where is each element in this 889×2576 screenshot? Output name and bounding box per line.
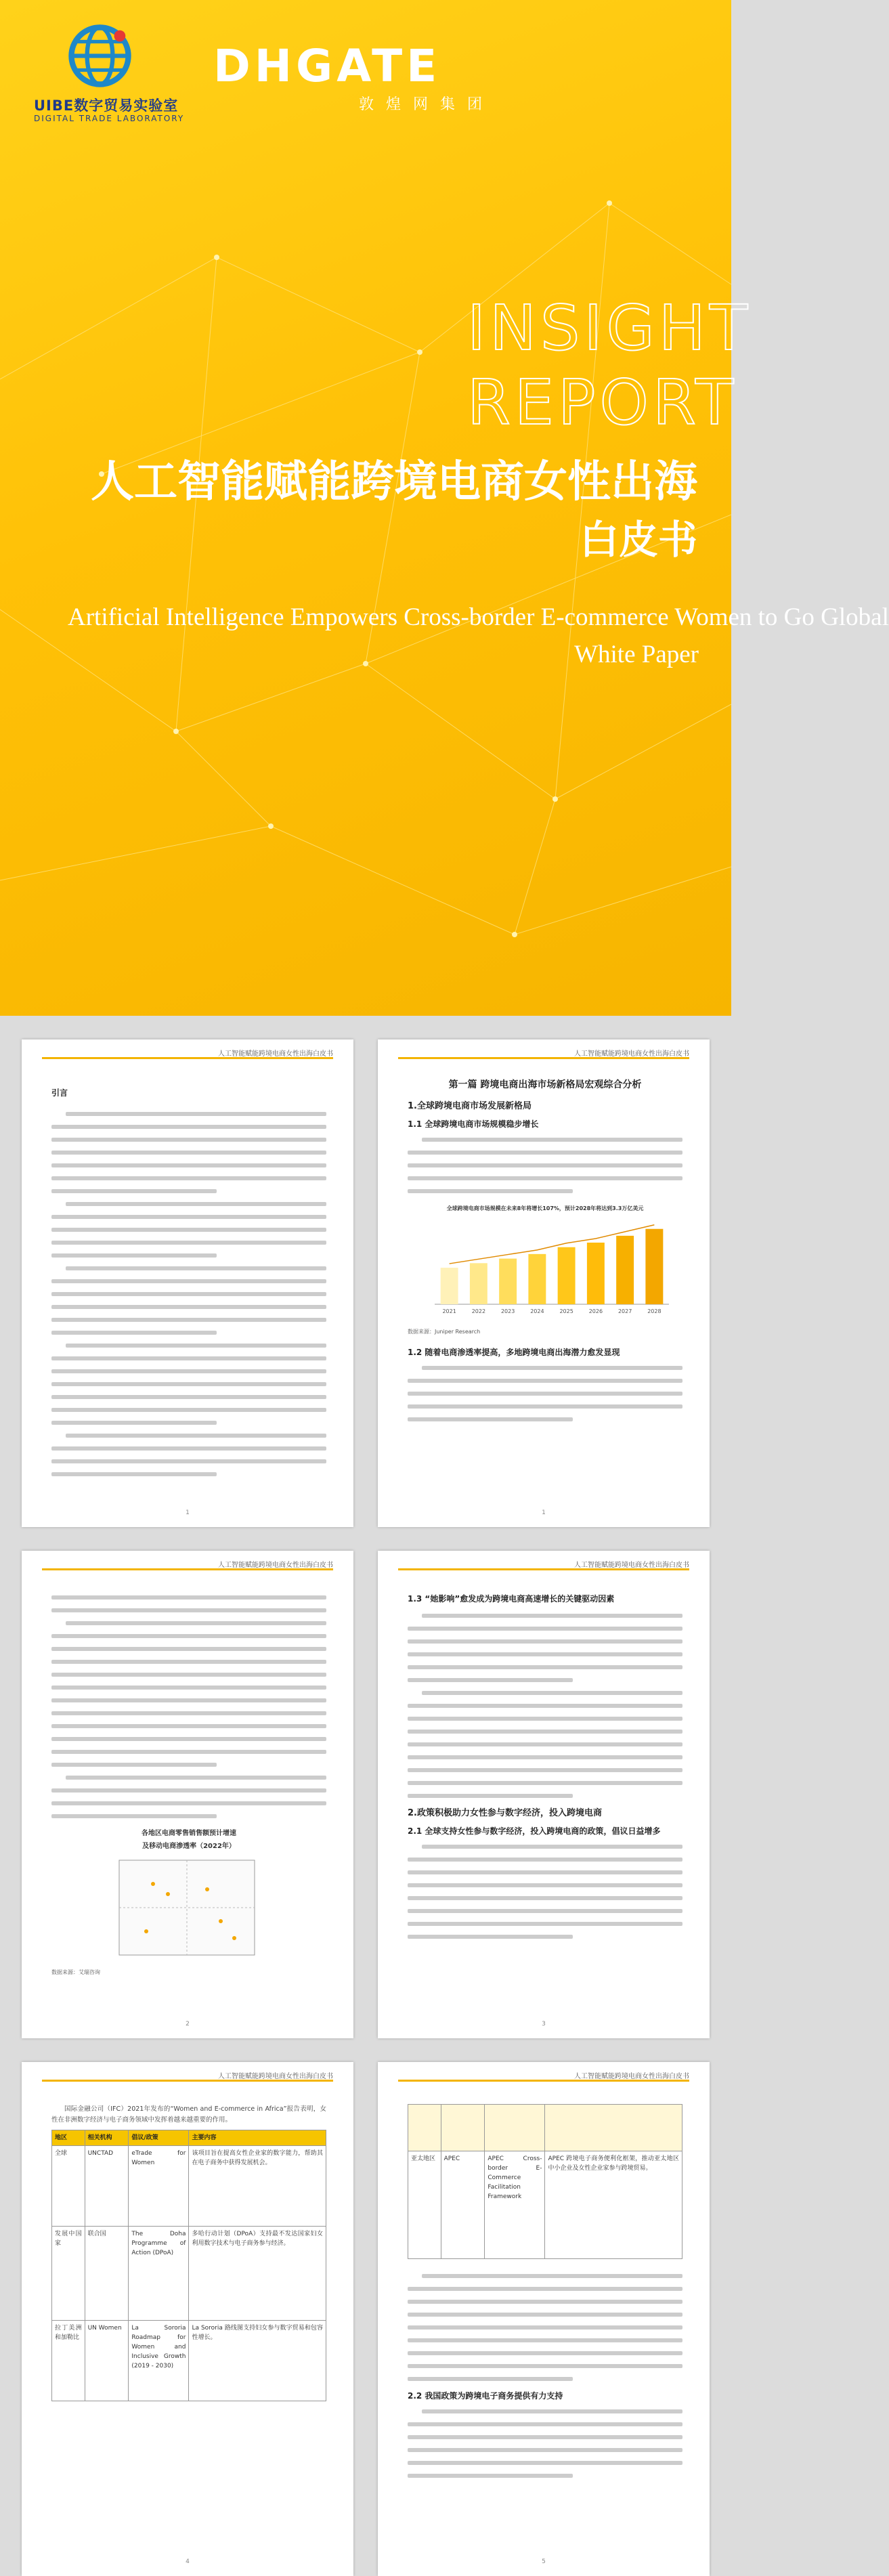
running-head: 人工智能赋能跨境电商女性出海白皮书	[218, 1050, 333, 1058]
cell-content: La Sororia 路线图支持妇女参与数字贸易和包容性增长。	[189, 2321, 326, 2401]
page-header	[378, 1551, 710, 1581]
cell-region: 发展中国家	[52, 2227, 85, 2321]
page-number: 1	[186, 1509, 190, 1516]
header-cell: 地区	[52, 2130, 85, 2146]
title-en-line2: White Paper	[574, 641, 699, 668]
chart-title: 全球跨境电商市场规模在未来8年将增长107%，预计2028年将达到3.3万亿美元	[446, 1205, 644, 1211]
subsection-title: 1.1 全球跨境电商市场规模稳步增长	[408, 1119, 539, 1129]
quadrant-figure	[51, 1857, 326, 1958]
page-number: 5	[542, 2558, 546, 2565]
running-head: 人工智能赋能跨境电商女性出海白皮书	[218, 2073, 333, 2080]
subsection-title: 2.1 全球支持女性参与数字经济，投入跨境电商的政策，倡议日益增多	[408, 1826, 661, 1836]
x-tick-label: 2028	[647, 1308, 662, 1314]
cover-page	[0, 0, 889, 1016]
subsection-title: 1.3 “她影响”愈发成为跨境电商高速增长的关键驱动因素	[408, 1594, 615, 1604]
section-title: 2.政策积极助力女性参与数字经济，投入跨境电商	[408, 1808, 602, 1818]
figure-title-line2: 及移动电商渗透率（2022年）	[142, 1843, 236, 1850]
x-tick-label: 2022	[471, 1308, 486, 1314]
x-tick-label: 2027	[617, 1308, 632, 1314]
subsection-title: 2.2 我国政策为跨境电子商务提供有力支持	[408, 2391, 563, 2401]
page-china-policy	[378, 2062, 710, 2576]
policy-intro: 国际金融公司（IFC）2021年发布的“Women and E-commerce in Africa”报告表明，女性在非洲数字经济与电子商务领域中发挥着越来越重要的作用。	[51, 2105, 326, 2124]
page-introduction	[22, 1039, 353, 1527]
intro-body	[51, 1087, 326, 1485]
header-cell: 主要内容	[189, 2130, 326, 2146]
lab-name: UIBE数字贸易实验室	[34, 98, 179, 114]
text-block	[408, 1614, 682, 1798]
bar	[587, 1243, 605, 1304]
page-header	[22, 2062, 353, 2092]
table-row	[408, 2105, 682, 2151]
table-row	[52, 2146, 326, 2227]
page-header	[22, 1039, 353, 1069]
bar	[528, 1254, 546, 1304]
figure-source: 数据来源：艾瑞咨询	[51, 1969, 100, 1975]
cell-content: 多哈行动计划（DPoA）支持最不发达国家妇女利用数字技术与电子商务参与经济。	[189, 2227, 326, 2321]
insight-word: INSIGHT	[467, 292, 752, 364]
bar	[616, 1236, 634, 1304]
bar	[441, 1268, 458, 1304]
cell-org: UN Women	[85, 2321, 129, 2401]
text-block	[51, 1595, 326, 1818]
cell-org: 联合国	[85, 2227, 129, 2321]
text-block	[408, 2409, 682, 2478]
brand-name: DHGATE	[213, 40, 441, 92]
header-cell: 相关机构	[85, 2130, 129, 2146]
page-number: 3	[542, 2021, 546, 2027]
running-head: 人工智能赋能跨境电商女性出海白皮书	[218, 1562, 333, 1569]
cell-empty	[441, 2105, 485, 2151]
page-number: 2	[186, 2021, 190, 2027]
table-row	[52, 2227, 326, 2321]
cell-empty	[485, 2105, 545, 2151]
part-one-body	[408, 1079, 682, 1430]
brand-name-cn: 敦煌网集团	[359, 96, 495, 113]
x-tick-label: 2025	[559, 1308, 573, 1314]
intro-text-block	[51, 1112, 326, 1476]
page-number: 1	[542, 1509, 546, 1516]
bar	[558, 1247, 576, 1304]
regional-body	[51, 1595, 326, 1979]
text-block	[408, 1845, 682, 1939]
cell-policy: APEC Cross-border E-Commerce Facilitation Framework	[485, 2151, 545, 2259]
page-header	[378, 1039, 710, 1069]
text-block	[408, 1138, 682, 1193]
page-her-influence	[378, 1551, 710, 2038]
cell-policy: eTrade for Women	[129, 2146, 189, 2227]
cell-content: APEC 跨境电子商务便利化框架，推动亚太地区中小企业及女性企业家参与跨境贸易。	[545, 2151, 682, 2259]
cell-content: 该项目旨在提高女性企业家的数字能力，帮助其在电子商务中获得发展机会。	[189, 2146, 326, 2227]
policy-table	[51, 2130, 326, 2401]
cell-region: 全球	[52, 2146, 85, 2227]
part-title: 第一篇 跨境电商出海市场新格局宏观综合分析	[448, 1079, 642, 1090]
page-header	[22, 1551, 353, 1581]
text-block	[408, 2274, 682, 2381]
policy-body	[51, 2104, 326, 2401]
cell-empty	[408, 2105, 441, 2151]
lab-subtitle: DIGITAL TRADE LABORATORY	[34, 114, 185, 123]
china-policy-body	[408, 2104, 682, 2487]
table-row	[52, 2321, 326, 2401]
report-word: REPORT	[467, 366, 738, 439]
table-header-row	[52, 2130, 326, 2146]
running-head: 人工智能赋能跨境电商女性出海白皮书	[574, 1562, 689, 1569]
page-regional-growth	[22, 1551, 353, 2038]
cell-policy: La Sororia Roadmap for Women and Inclusive Growth (2019 - 2030)	[129, 2321, 189, 2401]
bar	[645, 1229, 663, 1304]
page-policy-table	[22, 2062, 353, 2576]
x-tick-label: 2026	[588, 1308, 603, 1314]
header-cell: 倡议/政策	[129, 2130, 189, 2146]
policy-table-continued	[408, 2104, 682, 2259]
x-tick-label: 2024	[530, 1308, 544, 1314]
cell-region: 拉丁美洲和加勒比	[52, 2321, 85, 2401]
title-cn-line2: 白皮书	[579, 517, 697, 563]
running-head: 人工智能赋能跨境电商女性出海白皮书	[574, 2073, 689, 2080]
text-block	[408, 1366, 682, 1421]
intro-heading: 引言	[51, 1088, 68, 1098]
subsection-title: 1.2 随着电商渗透率提高，多地跨境电商出海潜力愈发显现	[408, 1348, 620, 1357]
cell-org: APEC	[441, 2151, 485, 2259]
chart-source: 数据来源：Juniper Research	[408, 1329, 481, 1335]
cell-empty	[545, 2105, 682, 2151]
x-tick-label: 2023	[500, 1308, 515, 1314]
her-influence-body	[408, 1593, 682, 1948]
title-cn-line1: 人工智能赋能跨境电商女性出海	[91, 457, 697, 507]
page-number: 4	[186, 2558, 190, 2565]
table-row	[408, 2151, 682, 2259]
figure-title-line1: 各地区电商零售销售额预计增速	[142, 1830, 236, 1837]
bar	[470, 1263, 487, 1304]
cell-policy: The Doha Programme of Action (DPoA)	[129, 2227, 189, 2321]
bar	[499, 1259, 517, 1304]
page-part-one	[378, 1039, 710, 1527]
title-en-line1: Artificial Intelligence Empowers Cross-border E-commerce Women to Go Global	[68, 603, 889, 631]
insight-report-wordmark	[467, 291, 752, 440]
x-tick-label: 2021	[442, 1308, 456, 1314]
uibe-logo	[34, 20, 185, 123]
running-head: 人工智能赋能跨境电商女性出海白皮书	[574, 1050, 689, 1058]
cell-region: 亚太地区	[408, 2151, 441, 2259]
market-size-bar-chart	[408, 1218, 682, 1319]
page-header	[378, 2062, 710, 2092]
cell-org: UNCTAD	[85, 2146, 129, 2227]
globe-logo-icon	[64, 20, 135, 91]
section-title: 1.全球跨境电商市场发展新格局	[408, 1101, 532, 1111]
dhgate-logo	[213, 40, 495, 114]
